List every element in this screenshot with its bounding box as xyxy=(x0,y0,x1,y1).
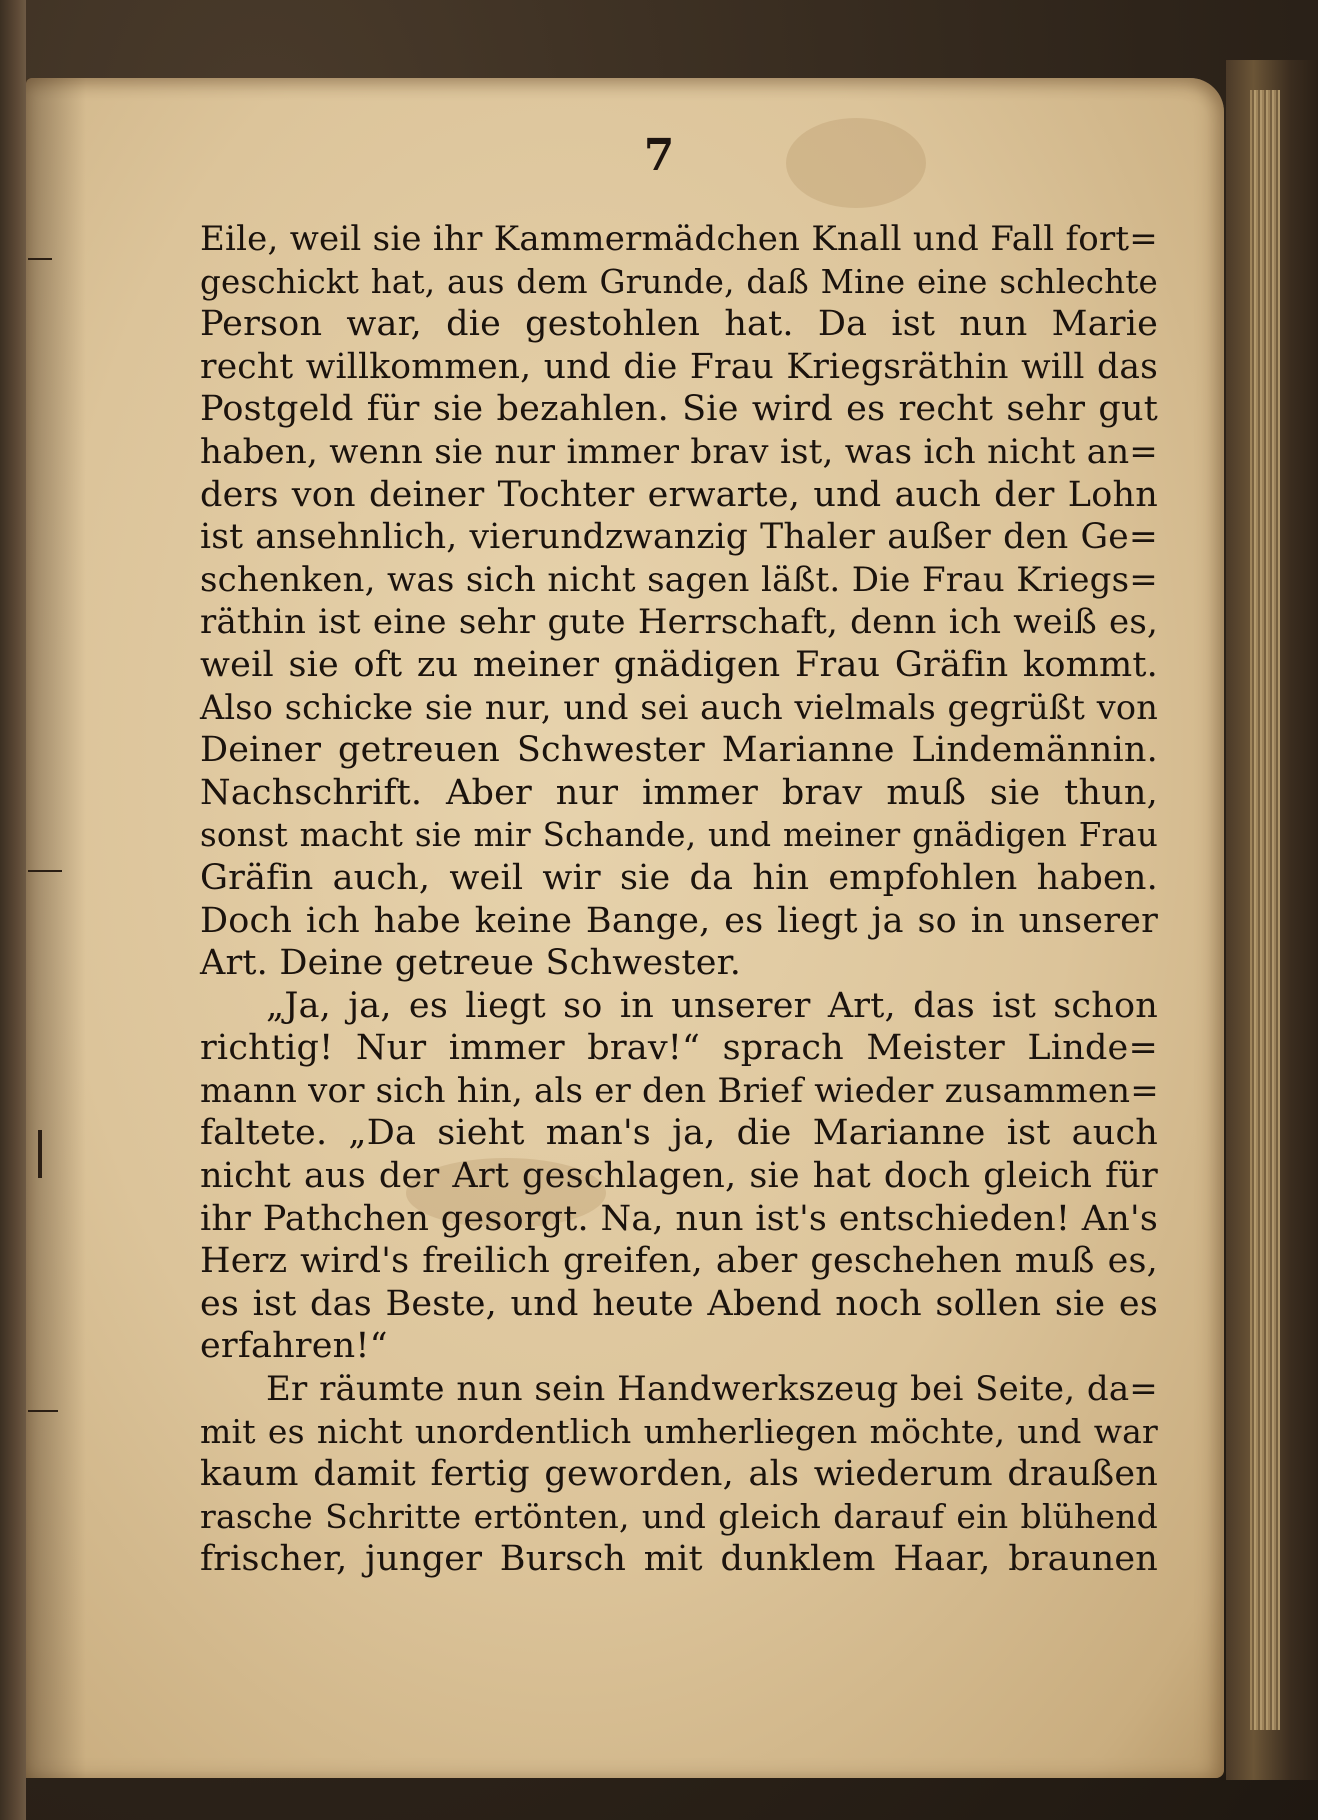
gutter-shadow xyxy=(26,78,86,1778)
text-line: faltete. „Da sieht man's ja, die Marianne ist auch xyxy=(200,1113,1158,1154)
body-text xyxy=(200,218,1158,1581)
text-line: Postgeld für sie bezahlen. Sie wird es recht sehr gut xyxy=(200,389,1158,430)
text-line: räthin ist eine sehr gute Herrschaft, denn ich weiß es, xyxy=(200,602,1158,643)
text-line: recht willkommen, und die Frau Kriegsräthin will das xyxy=(200,346,1158,387)
text-line: Eile, weil sie ihr Kammermädchen Knall und Fall fort= xyxy=(200,219,1158,259)
margin-mark xyxy=(38,1130,42,1178)
book-spine xyxy=(0,0,26,1820)
page-edges xyxy=(1250,90,1280,1730)
margin-mark xyxy=(28,1410,58,1412)
text-line: sonst macht sie mir Schande, und meiner gnädigen Frau xyxy=(200,816,1158,855)
text-line: mit es nicht unordentlich umherliegen möchte, und war xyxy=(200,1411,1158,1451)
text-line: mann vor sich hin, als er den Brief wieder zusammen= xyxy=(200,1070,1159,1111)
text-line: haben, wenn sie nur immer brav ist, was ich nicht an= xyxy=(200,431,1158,472)
text-line: ders von deiner Tochter erwarte, und auch der Lohn xyxy=(200,474,1158,515)
text-line: Herz wird's freilich greifen, aber geschehen muß es, xyxy=(200,1241,1158,1282)
text-line: ihr Pathchen gesorgt. Na, nun ist's entschieden! An's xyxy=(200,1198,1158,1239)
text-line: rasche Schritte ertönten, und gleich darauf ein blühend xyxy=(200,1496,1158,1536)
text-line: frischer, junger Bursch mit dunklem Haar, braunen xyxy=(200,1539,1158,1580)
text-line: erfahren!“ xyxy=(200,1326,388,1367)
text-line: Art. Deine getreue Schwester. xyxy=(200,943,742,984)
text-line: „Ja, ja, es liegt so in unserer Art, das ist schon xyxy=(266,985,1158,1026)
text-line: geschickt hat, aus dem Grunde, daß Mine eine schlechte xyxy=(200,262,1158,301)
text-line: richtig! Nur immer brav!“ sprach Meister Linde= xyxy=(200,1028,1158,1069)
text-line: ist ansehnlich, vierundzwanzig Thaler außer den Ge= xyxy=(200,517,1158,558)
text-line: Nachschrift. Aber nur immer brav muß sie thun, xyxy=(200,772,1158,813)
text-line: es ist das Beste, und heute Abend noch sollen sie es xyxy=(200,1283,1158,1324)
margin-mark xyxy=(28,870,62,872)
text-line: Also schicke sie nur, und sei auch vielmals gegrüßt von xyxy=(200,687,1158,727)
text-line: kaum damit fertig geworden, als wiederum draußen xyxy=(200,1454,1158,1495)
page-number: 7 xyxy=(643,130,675,181)
text-line: Er räumte nun sein Handwerkszeug bei Seite, da= xyxy=(266,1369,1158,1410)
margin-mark xyxy=(28,258,52,260)
text-line: Gräfin auch, weil wir sie da hin empfohlen haben. xyxy=(200,857,1158,898)
text-line: Person war, die gestohlen hat. Da ist nun Marie xyxy=(200,304,1158,345)
text-line: Doch ich habe keine Bange, es liegt ja so in unserer xyxy=(200,900,1158,941)
text-line: schenken, was sich nicht sagen läßt. Die Frau Kriegs= xyxy=(200,559,1158,600)
text-line: Deiner getreuen Schwester Marianne Lindemännin. xyxy=(200,730,1158,771)
text-line: weil sie oft zu meiner gnädigen Frau Gräfin kommt. xyxy=(200,644,1158,685)
text-line: nicht aus der Art geschlagen, sie hat doch gleich für xyxy=(200,1156,1158,1197)
